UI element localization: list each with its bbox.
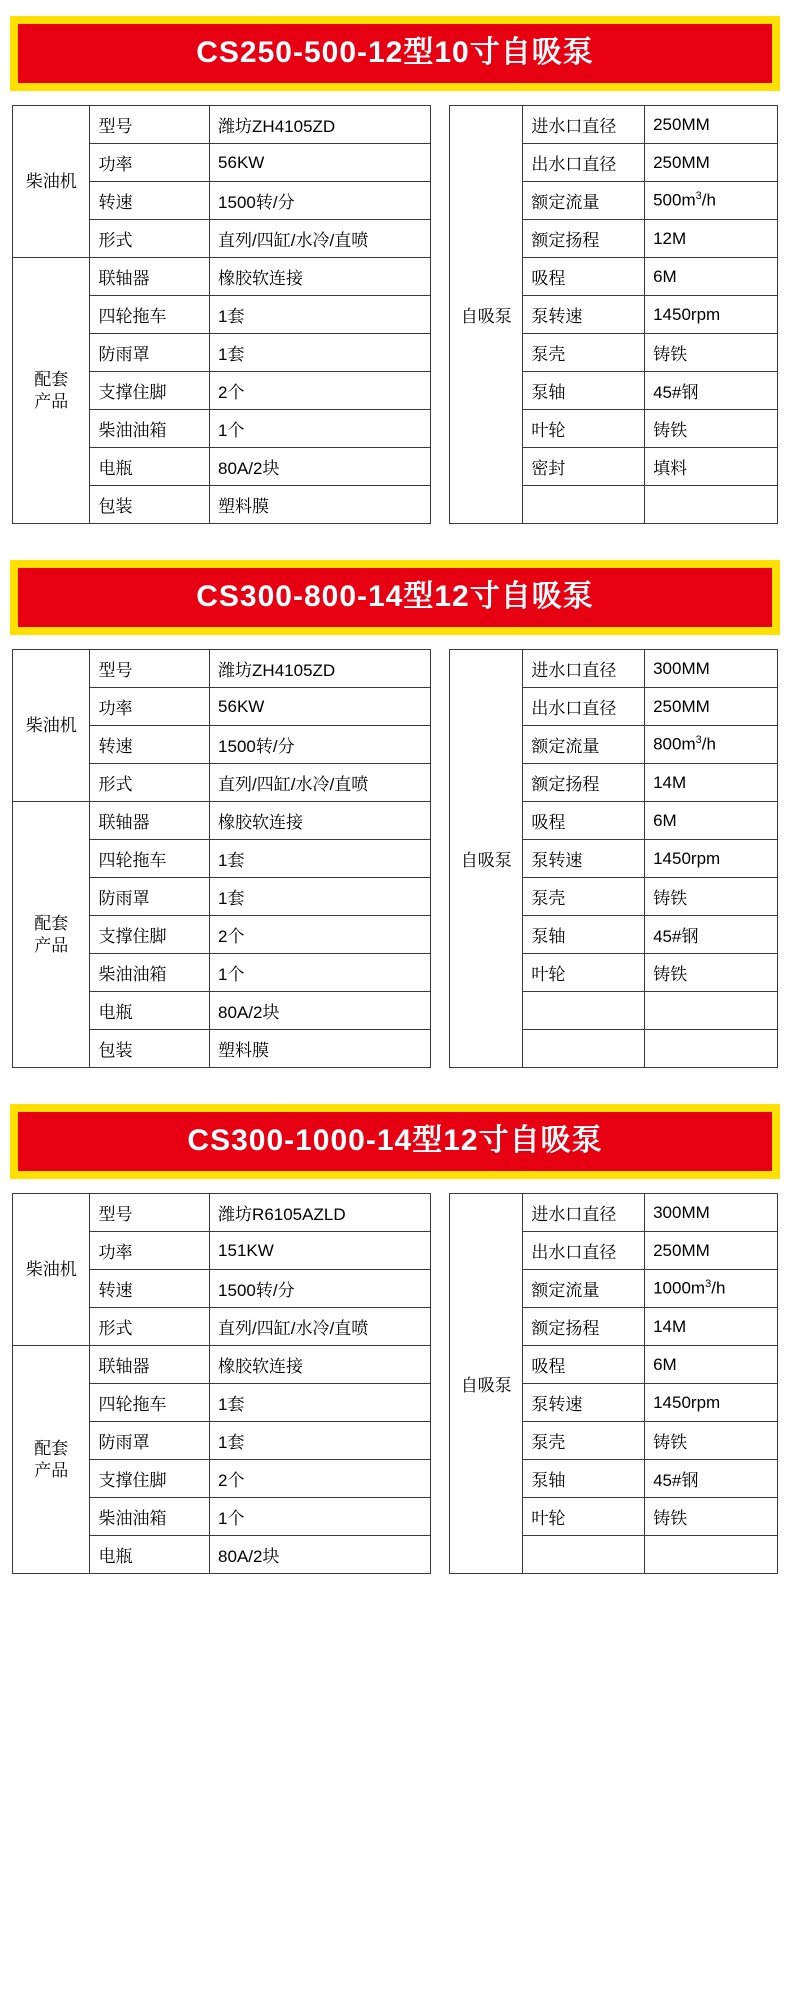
spec-value: 直列/四缸/水冷/直喷: [210, 1308, 431, 1346]
product-section: [0, 16, 790, 534]
spec-value: 1个: [210, 1498, 431, 1536]
table-row: [13, 764, 778, 802]
spec-key: 形式: [90, 220, 210, 258]
pump-spec-value: 铸铁: [645, 954, 778, 992]
pump-spec-key: 出水口直径: [523, 144, 645, 182]
pump-spec-key: 泵轴: [523, 1460, 645, 1498]
accessories-category-label: 配套 产品: [13, 1346, 90, 1574]
section-spacer: [0, 1078, 790, 1104]
spec-table-wrap: [0, 91, 790, 534]
pump-spec-key: 泵轴: [523, 372, 645, 410]
pump-spec-key: 密封: [523, 448, 645, 486]
product-section: [0, 1104, 790, 1584]
spec-key: 转速: [90, 726, 210, 764]
pump-category-label: 自吸泵: [450, 650, 523, 1068]
spec-value: 橡胶软连接: [210, 802, 431, 840]
pump-spec-value: 14M: [645, 1308, 778, 1346]
table-gap: [431, 1384, 450, 1422]
table-row: [13, 840, 778, 878]
spec-key: 电瓶: [90, 448, 210, 486]
spec-value: 1套: [210, 296, 431, 334]
pump-spec-key-empty: [523, 486, 645, 524]
table-gap: [431, 992, 450, 1030]
pump-spec-value: 12M: [645, 220, 778, 258]
section-banner: [10, 560, 780, 635]
pump-spec-value: $500m^3/h$: [645, 182, 778, 220]
spec-value: 橡胶软连接: [210, 1346, 431, 1384]
pump-category-label: 自吸泵: [450, 106, 523, 524]
table-gap: [431, 106, 450, 144]
pump-spec-value: 铸铁: [645, 410, 778, 448]
table-row: [13, 954, 778, 992]
table-row: [13, 688, 778, 726]
pump-spec-key: 泵壳: [523, 1422, 645, 1460]
pump-spec-key-empty: [523, 1536, 645, 1574]
table-gap: [431, 802, 450, 840]
spec-key: 包装: [90, 1030, 210, 1068]
pump-spec-key: 额定流量: [523, 1270, 645, 1308]
table-gap: [431, 1270, 450, 1308]
engine-category-label: 柴油机: [13, 1194, 90, 1346]
table-row: [13, 1030, 778, 1068]
table-row: [13, 258, 778, 296]
spec-key: 功率: [90, 1232, 210, 1270]
table-gap: [431, 1308, 450, 1346]
table-row: [13, 1232, 778, 1270]
pump-spec-key: 额定扬程: [523, 220, 645, 258]
pump-spec-key: 进水口直径: [523, 1194, 645, 1232]
spec-key: 柴油油箱: [90, 1498, 210, 1536]
pump-spec-value: $1000m^3/h$: [645, 1270, 778, 1308]
spec-value: 80A/2块: [210, 448, 431, 486]
table-row: [13, 182, 778, 220]
spec-value: 1500转/分: [210, 1270, 431, 1308]
spec-value: 直列/四缸/水冷/直喷: [210, 764, 431, 802]
spec-key: 形式: [90, 1308, 210, 1346]
spec-key: 转速: [90, 182, 210, 220]
table-row: [13, 1346, 778, 1384]
spec-key: 四轮拖车: [90, 296, 210, 334]
section-title: CS250-500-12型10寸自吸泵: [18, 24, 772, 83]
table-row: [13, 486, 778, 524]
pump-spec-value: 300MM: [645, 650, 778, 688]
section-banner: [10, 1104, 780, 1179]
spec-key: 电瓶: [90, 992, 210, 1030]
spec-table: [12, 649, 778, 1068]
spec-value: 1500转/分: [210, 182, 431, 220]
table-gap: [431, 916, 450, 954]
table-row: [13, 1498, 778, 1536]
pump-spec-key: 泵转速: [523, 1384, 645, 1422]
spec-value: 塑料膜: [210, 1030, 431, 1068]
table-row: [13, 1270, 778, 1308]
pump-spec-value: 300MM: [645, 1194, 778, 1232]
table-gap: [431, 372, 450, 410]
table-gap: [431, 1030, 450, 1068]
pump-spec-key: 叶轮: [523, 1498, 645, 1536]
spec-key: 防雨罩: [90, 334, 210, 372]
spec-value: 1套: [210, 840, 431, 878]
pump-spec-key: 泵壳: [523, 334, 645, 372]
table-gap: [431, 1536, 450, 1574]
table-row: [13, 1308, 778, 1346]
spec-key: 联轴器: [90, 1346, 210, 1384]
table-gap: [431, 334, 450, 372]
table-row: [13, 878, 778, 916]
engine-category-label: 柴油机: [13, 650, 90, 802]
spec-value: 2个: [210, 916, 431, 954]
sections-container: [0, 16, 790, 1584]
table-gap: [431, 182, 450, 220]
spec-value: 1套: [210, 1384, 431, 1422]
pump-spec-key: 泵转速: [523, 296, 645, 334]
pump-spec-key: 额定扬程: [523, 764, 645, 802]
table-row: [13, 1194, 778, 1232]
table-row: [13, 726, 778, 764]
table-row: [13, 372, 778, 410]
spec-table-wrap: [0, 635, 790, 1078]
pump-spec-value: 铸铁: [645, 1422, 778, 1460]
spec-value: 潍坊ZH4105ZD: [210, 650, 431, 688]
pump-spec-value: $800m^3/h$: [645, 726, 778, 764]
spec-value: 潍坊R6105AZLD: [210, 1194, 431, 1232]
table-gap: [431, 258, 450, 296]
spec-key: 型号: [90, 1194, 210, 1232]
spec-value: 潍坊ZH4105ZD: [210, 106, 431, 144]
pump-spec-value: 6M: [645, 802, 778, 840]
spec-value: 1500转/分: [210, 726, 431, 764]
pump-category-label: 自吸泵: [450, 1194, 523, 1574]
pump-spec-value-empty: [645, 1030, 778, 1068]
section-title: CS300-1000-14型12寸自吸泵: [18, 1112, 772, 1171]
table-gap: [431, 726, 450, 764]
table-row: [13, 448, 778, 486]
spec-key: 支撑住脚: [90, 372, 210, 410]
spec-key: 柴油油箱: [90, 954, 210, 992]
table-gap: [431, 764, 450, 802]
spec-value: 80A/2块: [210, 992, 431, 1030]
spec-value: 直列/四缸/水冷/直喷: [210, 220, 431, 258]
section-spacer: [0, 534, 790, 560]
pump-spec-value: 250MM: [645, 106, 778, 144]
spec-key: 功率: [90, 144, 210, 182]
table-gap: [431, 410, 450, 448]
table-gap: [431, 878, 450, 916]
spec-table: [12, 1193, 778, 1574]
spec-key: 形式: [90, 764, 210, 802]
table-row: [13, 802, 778, 840]
spec-key: 四轮拖车: [90, 840, 210, 878]
spec-key: 转速: [90, 1270, 210, 1308]
pump-spec-value: 45#钢: [645, 916, 778, 954]
spec-key: 联轴器: [90, 258, 210, 296]
spec-value: 1套: [210, 334, 431, 372]
pump-spec-value-empty: [645, 1536, 778, 1574]
engine-category-label: 柴油机: [13, 106, 90, 258]
pump-spec-key: 出水口直径: [523, 1232, 645, 1270]
table-row: [13, 220, 778, 258]
spec-key: 包装: [90, 486, 210, 524]
pump-spec-value: 250MM: [645, 144, 778, 182]
pump-spec-key: 吸程: [523, 258, 645, 296]
accessories-category-label: 配套 产品: [13, 802, 90, 1068]
pump-spec-key: 吸程: [523, 802, 645, 840]
pump-spec-value: 1450rpm: [645, 1384, 778, 1422]
pump-spec-key: 额定流量: [523, 726, 645, 764]
table-gap: [431, 650, 450, 688]
spec-key: 四轮拖车: [90, 1384, 210, 1422]
table-row: [13, 296, 778, 334]
spec-value: 1个: [210, 410, 431, 448]
table-gap: [431, 688, 450, 726]
table-gap: [431, 1232, 450, 1270]
table-row: [13, 1422, 778, 1460]
spec-key: 联轴器: [90, 802, 210, 840]
pump-spec-key: 叶轮: [523, 954, 645, 992]
table-row: [13, 1460, 778, 1498]
pump-spec-key-empty: [523, 1030, 645, 1068]
table-row: [13, 992, 778, 1030]
table-row: [13, 916, 778, 954]
pump-spec-value: 1450rpm: [645, 296, 778, 334]
spec-key: 电瓶: [90, 1536, 210, 1574]
pump-spec-value: 1450rpm: [645, 840, 778, 878]
spec-value: 1个: [210, 954, 431, 992]
table-row: [13, 334, 778, 372]
table-gap: [431, 486, 450, 524]
pump-spec-key-empty: [523, 992, 645, 1030]
spec-value: 80A/2块: [210, 1536, 431, 1574]
pump-spec-value-empty: [645, 992, 778, 1030]
table-row: [13, 1536, 778, 1574]
pump-spec-value: 铸铁: [645, 334, 778, 372]
spec-value: 2个: [210, 372, 431, 410]
spec-value: 1套: [210, 878, 431, 916]
table-gap: [431, 144, 450, 182]
spec-key: 防雨罩: [90, 1422, 210, 1460]
pump-spec-value: 铸铁: [645, 1498, 778, 1536]
spec-key: 支撑住脚: [90, 1460, 210, 1498]
table-gap: [431, 1346, 450, 1384]
pump-spec-value: 6M: [645, 258, 778, 296]
pump-spec-value-empty: [645, 486, 778, 524]
table-row: [13, 106, 778, 144]
table-row: [13, 1384, 778, 1422]
table-gap: [431, 1498, 450, 1536]
spec-table: [12, 105, 778, 524]
pump-spec-key: 进水口直径: [523, 106, 645, 144]
spec-value: 56KW: [210, 144, 431, 182]
pump-spec-key: 额定流量: [523, 182, 645, 220]
pump-spec-key: 进水口直径: [523, 650, 645, 688]
spec-value: 塑料膜: [210, 486, 431, 524]
pump-spec-key: 泵壳: [523, 878, 645, 916]
spec-key: 柴油油箱: [90, 410, 210, 448]
product-section: [0, 560, 790, 1078]
table-row: [13, 144, 778, 182]
table-row: [13, 650, 778, 688]
pump-spec-value: 填料: [645, 448, 778, 486]
pump-spec-value: 45#钢: [645, 372, 778, 410]
pump-spec-key: 叶轮: [523, 410, 645, 448]
pump-spec-value: 45#钢: [645, 1460, 778, 1498]
pump-spec-key: 吸程: [523, 1346, 645, 1384]
pump-spec-key: 额定扬程: [523, 1308, 645, 1346]
spec-key: 支撑住脚: [90, 916, 210, 954]
spec-key: 型号: [90, 650, 210, 688]
section-banner: [10, 16, 780, 91]
pump-spec-value: 250MM: [645, 1232, 778, 1270]
top-spacer: [0, 0, 790, 16]
pump-spec-key: 出水口直径: [523, 688, 645, 726]
pump-spec-value: 6M: [645, 1346, 778, 1384]
table-gap: [431, 220, 450, 258]
table-gap: [431, 1194, 450, 1232]
pump-spec-key: 泵轴: [523, 916, 645, 954]
pump-spec-value: 250MM: [645, 688, 778, 726]
table-row: [13, 410, 778, 448]
pump-spec-value: 铸铁: [645, 878, 778, 916]
spec-key: 防雨罩: [90, 878, 210, 916]
table-gap: [431, 1422, 450, 1460]
table-gap: [431, 448, 450, 486]
spec-value: 1套: [210, 1422, 431, 1460]
spec-key: 功率: [90, 688, 210, 726]
accessories-category-label: 配套 产品: [13, 258, 90, 524]
table-gap: [431, 840, 450, 878]
table-gap: [431, 954, 450, 992]
spec-value: 151KW: [210, 1232, 431, 1270]
spec-key: 型号: [90, 106, 210, 144]
spec-value: 橡胶软连接: [210, 258, 431, 296]
pump-spec-value: 14M: [645, 764, 778, 802]
section-title: CS300-800-14型12寸自吸泵: [18, 568, 772, 627]
spec-value: 2个: [210, 1460, 431, 1498]
table-gap: [431, 1460, 450, 1498]
pump-spec-key: 泵转速: [523, 840, 645, 878]
spec-value: 56KW: [210, 688, 431, 726]
spec-table-wrap: [0, 1179, 790, 1584]
table-gap: [431, 296, 450, 334]
